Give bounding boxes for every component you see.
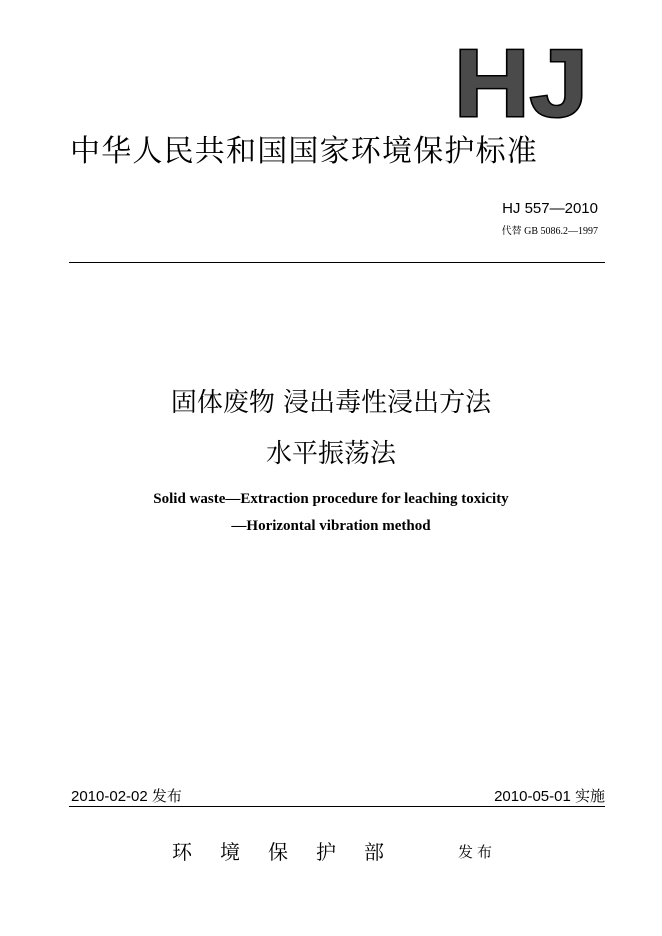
publish-label: 发布 bbox=[458, 843, 497, 861]
implementation-date: 2010-05-01 实施 bbox=[494, 788, 605, 805]
title-en-line2: —Horizontal vibration method bbox=[231, 518, 431, 534]
agency-title: 中华人民共和国国家环境保护标准 bbox=[70, 134, 538, 169]
title-en-line1: Solid waste—Extraction procedure for leaching toxicity bbox=[153, 491, 509, 507]
title-cn-line2: 水平振荡法 bbox=[265, 439, 396, 469]
title-cn-line1: 固体废物 浸出毒性浸出方法 bbox=[170, 388, 492, 418]
hj-logo-text: HJ bbox=[454, 46, 588, 120]
hj-logo bbox=[452, 46, 592, 120]
replaces-note: 代替 GB 5086.2—1997 bbox=[501, 226, 598, 237]
footer-divider bbox=[69, 806, 605, 807]
publisher-name: 环境保护部 bbox=[172, 840, 412, 864]
header-divider bbox=[69, 262, 605, 263]
standard-code: HJ 557—2010 bbox=[502, 200, 598, 217]
issue-date: 2010-02-02 发布 bbox=[71, 788, 182, 805]
